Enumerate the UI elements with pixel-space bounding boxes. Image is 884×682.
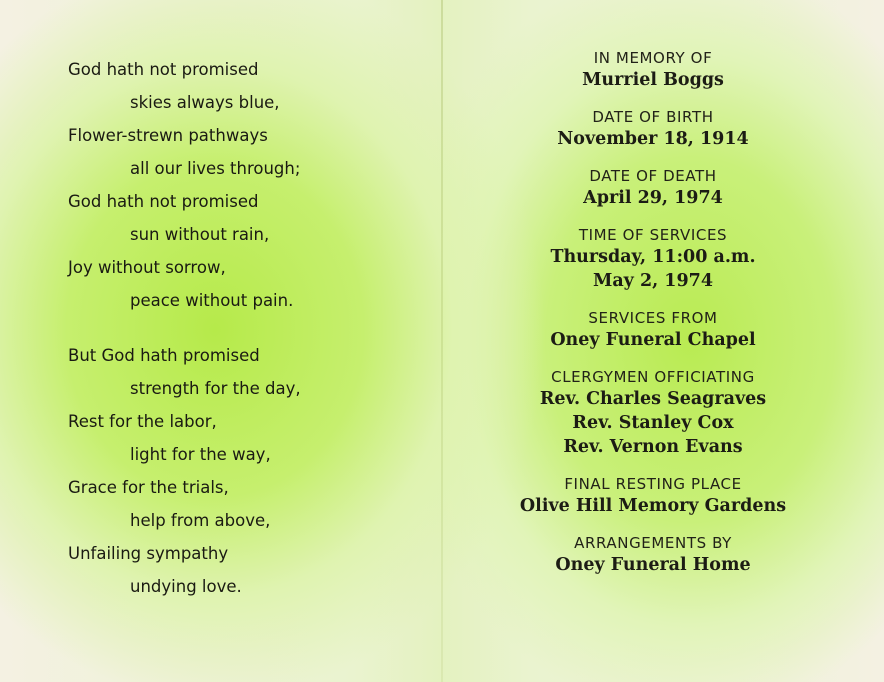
services-time-label: TIME OF SERVICES <box>578 226 728 244</box>
poem-line: strength for the day, <box>130 379 301 398</box>
memory-block <box>468 48 838 92</box>
poem-line: peace without pain. <box>130 291 294 310</box>
poem-line: God hath not promised <box>68 60 259 79</box>
deceased-name: Murriel Boggs <box>582 70 724 90</box>
arrangements: Oney Funeral Home <box>555 555 751 575</box>
services-from-block <box>468 308 838 352</box>
services-from-label: SERVICES FROM <box>588 309 718 327</box>
services-time-block <box>468 225 838 293</box>
clergy-name: Rev. Stanley Cox <box>572 413 734 433</box>
resting-block <box>468 474 838 518</box>
services-date: May 2, 1974 <box>592 271 714 291</box>
poem-line: Joy without sorrow, <box>68 258 226 277</box>
poem-line: Flower-strewn pathways <box>68 126 268 145</box>
arrangements-label: ARRANGEMENTS BY <box>574 534 732 552</box>
card-fold <box>441 0 443 682</box>
poem-line: sun without rain, <box>130 225 270 244</box>
poem-line: Rest for the labor, <box>68 412 217 431</box>
poem-line: light for the way, <box>130 445 271 464</box>
birth-block <box>468 107 838 151</box>
poem <box>68 56 398 606</box>
death-date: April 29, 1974 <box>583 188 723 208</box>
poem-line: Grace for the trials, <box>68 478 229 497</box>
poem-line: God hath not promised <box>68 192 259 211</box>
clergy-name: Rev. Vernon Evans <box>563 437 743 457</box>
poem-line: skies always blue, <box>130 93 280 112</box>
clergy-name: Rev. Charles Seagraves <box>539 389 767 409</box>
arrangements-block <box>468 533 838 577</box>
poem-line: undying love. <box>130 577 242 596</box>
services-time: Thursday, 11:00 a.m. <box>550 247 756 267</box>
clergy-block <box>468 367 838 459</box>
resting-place: Olive Hill Memory Gardens <box>519 496 787 516</box>
memory-label: IN MEMORY OF <box>593 49 713 67</box>
birth-date: November 18, 1914 <box>557 129 749 149</box>
death-block <box>468 166 838 210</box>
birth-label: DATE OF BIRTH <box>592 108 714 126</box>
poem-line: all our lives through; <box>130 159 301 178</box>
poem-line: But God hath promised <box>68 346 260 365</box>
clergy-label: CLERGYMEN OFFICIATING <box>551 368 755 386</box>
death-label: DATE OF DEATH <box>589 167 717 185</box>
resting-label: FINAL RESTING PLACE <box>564 475 742 493</box>
poem-line: help from above, <box>130 511 271 530</box>
stanza-gap <box>68 320 398 342</box>
poem-line: Unfailing sympathy <box>68 544 229 563</box>
services-from: Oney Funeral Chapel <box>550 330 756 350</box>
memorial-info <box>468 48 838 592</box>
